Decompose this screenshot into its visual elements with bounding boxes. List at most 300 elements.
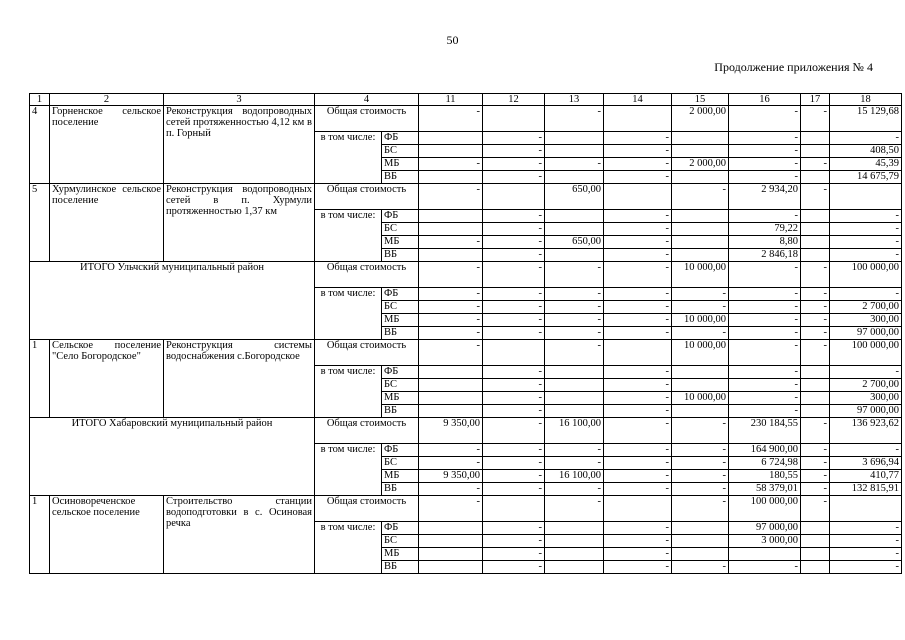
value-cell: - <box>604 379 672 392</box>
value-cell: - <box>729 366 801 379</box>
value-cell <box>729 548 801 561</box>
value-cell <box>801 132 830 145</box>
value-cell: - <box>801 496 830 522</box>
value-cell: - <box>604 301 672 314</box>
value-cell: 97 000,00 <box>830 327 902 340</box>
value-cell: - <box>604 392 672 405</box>
value-cell: - <box>483 444 545 457</box>
header-cell: 15 <box>672 94 729 106</box>
row-number: 4 <box>30 106 50 184</box>
value-cell: - <box>545 340 604 366</box>
value-cell <box>672 145 729 158</box>
value-cell: - <box>672 457 729 470</box>
value-cell: - <box>830 210 902 223</box>
value-cell <box>672 405 729 418</box>
value-cell <box>801 561 830 574</box>
value-cell <box>545 132 604 145</box>
value-cell <box>419 379 483 392</box>
value-cell <box>419 561 483 574</box>
value-cell: - <box>419 158 483 171</box>
funding-source-label: ВБ <box>382 327 419 340</box>
value-cell: - <box>729 145 801 158</box>
value-cell: - <box>729 314 801 327</box>
header-row <box>30 94 902 106</box>
funding-source-label: ФБ <box>382 366 419 379</box>
value-cell <box>801 535 830 548</box>
value-cell: - <box>729 158 801 171</box>
value-cell: - <box>483 210 545 223</box>
value-cell <box>801 392 830 405</box>
value-cell: 2 700,00 <box>830 301 902 314</box>
funding-source-label: ВБ <box>382 405 419 418</box>
value-cell: - <box>604 522 672 535</box>
including-label: в том числе: <box>315 132 382 184</box>
value-cell <box>545 548 604 561</box>
value-cell <box>545 171 604 184</box>
funding-source-label: МБ <box>382 314 419 327</box>
value-cell: - <box>830 535 902 548</box>
funding-source-label: БС <box>382 379 419 392</box>
value-cell: - <box>830 444 902 457</box>
value-cell: - <box>483 483 545 496</box>
funding-source-label: ВБ <box>382 249 419 262</box>
value-cell: - <box>545 288 604 301</box>
value-cell: - <box>801 288 830 301</box>
value-cell <box>483 106 545 132</box>
funding-source-label: ВБ <box>382 561 419 574</box>
district-total-label: ИТОГО Хабаровский муниципальный район <box>30 418 315 496</box>
value-cell: - <box>483 366 545 379</box>
value-cell: - <box>483 158 545 171</box>
value-cell: - <box>604 132 672 145</box>
table-row <box>30 340 902 366</box>
settlement-name: Хурмулинское сельское поселение <box>50 184 164 262</box>
value-cell: - <box>672 496 729 522</box>
value-cell: - <box>672 184 729 210</box>
value-cell: - <box>604 210 672 223</box>
value-cell: - <box>801 340 830 366</box>
value-cell <box>545 145 604 158</box>
value-cell: - <box>729 405 801 418</box>
value-cell: 16 100,00 <box>545 418 604 444</box>
value-cell: - <box>483 548 545 561</box>
value-cell <box>672 132 729 145</box>
value-cell: 100 000,00 <box>830 262 902 288</box>
value-cell: - <box>604 548 672 561</box>
value-cell: - <box>604 223 672 236</box>
value-cell: - <box>419 236 483 249</box>
value-cell: - <box>545 444 604 457</box>
value-cell: - <box>801 483 830 496</box>
value-cell: - <box>801 418 830 444</box>
value-cell: - <box>729 327 801 340</box>
project-description: Реконструкция водопроводных сетей протяженностью 4,12 км в п. Горный <box>164 106 315 184</box>
funding-source-label: БС <box>382 301 419 314</box>
settlement-name: Сельское поселение "Село Богородское" <box>50 340 164 418</box>
settlement-name: Горненское сельское поселение <box>50 106 164 184</box>
value-cell: - <box>604 366 672 379</box>
value-cell: - <box>729 340 801 366</box>
value-cell <box>545 249 604 262</box>
funding-source-label: МБ <box>382 548 419 561</box>
value-cell <box>672 379 729 392</box>
value-cell: 408,50 <box>830 145 902 158</box>
value-cell <box>672 366 729 379</box>
table-row <box>30 418 902 444</box>
value-cell <box>419 145 483 158</box>
value-cell <box>672 249 729 262</box>
total-cost-label: Общая стоимость <box>315 106 419 132</box>
value-cell: - <box>604 483 672 496</box>
value-cell <box>545 366 604 379</box>
value-cell: - <box>604 262 672 288</box>
value-cell: - <box>483 314 545 327</box>
value-cell: 10 000,00 <box>672 314 729 327</box>
value-cell <box>419 171 483 184</box>
value-cell: - <box>419 184 483 210</box>
value-cell: - <box>483 535 545 548</box>
value-cell: 14 675,79 <box>830 171 902 184</box>
value-cell: 180,55 <box>729 470 801 483</box>
value-cell: 79,22 <box>729 223 801 236</box>
value-cell: - <box>729 210 801 223</box>
header-cell: 2 <box>50 94 164 106</box>
value-cell: 97 000,00 <box>830 405 902 418</box>
value-cell: 410,77 <box>830 470 902 483</box>
row-number: 1 <box>30 496 50 574</box>
value-cell: 300,00 <box>830 314 902 327</box>
value-cell <box>419 535 483 548</box>
value-cell: - <box>801 444 830 457</box>
value-cell <box>604 106 672 132</box>
value-cell: - <box>801 184 830 210</box>
value-cell: - <box>729 288 801 301</box>
table-row <box>30 262 902 288</box>
value-cell <box>604 184 672 210</box>
value-cell: - <box>672 327 729 340</box>
value-cell: - <box>672 418 729 444</box>
value-cell <box>545 379 604 392</box>
value-cell <box>419 392 483 405</box>
value-cell: - <box>483 470 545 483</box>
funding-source-label: ФБ <box>382 288 419 301</box>
value-cell: - <box>483 223 545 236</box>
table-row <box>30 184 902 210</box>
value-cell: - <box>830 132 902 145</box>
value-cell: - <box>830 522 902 535</box>
value-cell <box>801 405 830 418</box>
value-cell <box>801 171 830 184</box>
value-cell: - <box>604 405 672 418</box>
funding-source-label: ВБ <box>382 483 419 496</box>
value-cell: 8,80 <box>729 236 801 249</box>
value-cell <box>483 184 545 210</box>
value-cell <box>830 496 902 522</box>
header-cell: 16 <box>729 94 801 106</box>
value-cell: - <box>604 249 672 262</box>
value-cell <box>545 405 604 418</box>
value-cell: - <box>729 392 801 405</box>
budget-table <box>29 93 902 574</box>
value-cell: - <box>830 561 902 574</box>
value-cell: - <box>483 171 545 184</box>
value-cell: 45,39 <box>830 158 902 171</box>
value-cell: 3 696,94 <box>830 457 902 470</box>
value-cell: - <box>672 561 729 574</box>
header-cell: 12 <box>483 94 545 106</box>
table-row <box>30 496 902 522</box>
value-cell: - <box>419 262 483 288</box>
value-cell <box>483 340 545 366</box>
value-cell: 300,00 <box>830 392 902 405</box>
header-cell: 3 <box>164 94 315 106</box>
including-label: в том числе: <box>315 366 382 418</box>
project-description: Строительство станции водоподготовки в с. Осиновая речка <box>164 496 315 574</box>
value-cell: - <box>545 327 604 340</box>
value-cell: 100 000,00 <box>729 496 801 522</box>
value-cell: - <box>604 288 672 301</box>
district-total-label: ИТОГО Ульчский муниципальный район <box>30 262 315 340</box>
value-cell: - <box>604 561 672 574</box>
funding-source-label: ФБ <box>382 132 419 145</box>
total-cost-label: Общая стоимость <box>315 262 419 288</box>
value-cell <box>801 379 830 392</box>
page-number: 50 <box>446 33 459 47</box>
project-description: Реконструкция системы водоснабжения с.Богородское <box>164 340 315 418</box>
value-cell: 10 000,00 <box>672 262 729 288</box>
value-cell: - <box>604 470 672 483</box>
value-cell: - <box>604 145 672 158</box>
project-description: Реконструкция водопроводных сетей в п. Хурмули протяженностью 1,37 км <box>164 184 315 262</box>
settlement-name: Осиновореченское сельское поселение <box>50 496 164 574</box>
value-cell: - <box>419 288 483 301</box>
value-cell <box>545 392 604 405</box>
value-cell: 9 350,00 <box>419 418 483 444</box>
value-cell <box>604 496 672 522</box>
value-cell: - <box>483 236 545 249</box>
value-cell <box>419 210 483 223</box>
value-cell: - <box>801 301 830 314</box>
value-cell: - <box>483 327 545 340</box>
value-cell <box>545 210 604 223</box>
value-cell: - <box>801 327 830 340</box>
value-cell: 100 000,00 <box>830 340 902 366</box>
value-cell: - <box>483 301 545 314</box>
value-cell: 230 184,55 <box>729 418 801 444</box>
value-cell: - <box>545 496 604 522</box>
row-number: 1 <box>30 340 50 418</box>
value-cell: 2 934,20 <box>729 184 801 210</box>
value-cell <box>419 522 483 535</box>
funding-source-label: ФБ <box>382 210 419 223</box>
value-cell: - <box>604 171 672 184</box>
value-cell <box>672 210 729 223</box>
value-cell: 15 129,68 <box>830 106 902 132</box>
funding-source-label: МБ <box>382 392 419 405</box>
value-cell: - <box>729 561 801 574</box>
value-cell: - <box>801 262 830 288</box>
value-cell <box>419 249 483 262</box>
funding-source-label: БС <box>382 145 419 158</box>
value-cell: - <box>830 249 902 262</box>
value-cell: 164 900,00 <box>729 444 801 457</box>
value-cell <box>419 548 483 561</box>
value-cell <box>801 366 830 379</box>
value-cell <box>801 210 830 223</box>
value-cell <box>545 535 604 548</box>
value-cell: - <box>419 444 483 457</box>
header-cell: 13 <box>545 94 604 106</box>
funding-source-label: ФБ <box>382 444 419 457</box>
value-cell: - <box>729 301 801 314</box>
value-cell <box>801 548 830 561</box>
value-cell: 650,00 <box>545 184 604 210</box>
value-cell: - <box>419 457 483 470</box>
value-cell <box>672 535 729 548</box>
value-cell: 58 379,01 <box>729 483 801 496</box>
value-cell: - <box>483 561 545 574</box>
header-cell: 17 <box>801 94 830 106</box>
value-cell: 97 000,00 <box>729 522 801 535</box>
value-cell: - <box>604 158 672 171</box>
funding-source-label: МБ <box>382 470 419 483</box>
value-cell <box>604 340 672 366</box>
value-cell: - <box>483 522 545 535</box>
value-cell: - <box>604 418 672 444</box>
value-cell <box>672 522 729 535</box>
value-cell: 2 700,00 <box>830 379 902 392</box>
value-cell <box>672 171 729 184</box>
value-cell: 136 923,62 <box>830 418 902 444</box>
value-cell: - <box>801 158 830 171</box>
value-cell: - <box>830 288 902 301</box>
value-cell: - <box>672 470 729 483</box>
value-cell: - <box>419 327 483 340</box>
value-cell: - <box>419 314 483 327</box>
value-cell: - <box>483 145 545 158</box>
total-cost-label: Общая стоимость <box>315 184 419 210</box>
value-cell <box>801 145 830 158</box>
value-cell: 2 846,18 <box>729 249 801 262</box>
value-cell: 132 815,91 <box>830 483 902 496</box>
value-cell: - <box>830 223 902 236</box>
value-cell: 2 000,00 <box>672 158 729 171</box>
funding-source-label: МБ <box>382 158 419 171</box>
funding-source-label: БС <box>382 457 419 470</box>
value-cell: - <box>419 340 483 366</box>
header-cell: 14 <box>604 94 672 106</box>
funding-source-label: ВБ <box>382 171 419 184</box>
funding-source-label: МБ <box>382 236 419 249</box>
value-cell: - <box>604 444 672 457</box>
including-label: в том числе: <box>315 444 382 496</box>
total-cost-label: Общая стоимость <box>315 340 419 366</box>
value-cell <box>419 223 483 236</box>
value-cell: - <box>419 496 483 522</box>
value-cell: - <box>483 392 545 405</box>
value-cell: 2 000,00 <box>672 106 729 132</box>
header-cell: 4 <box>315 94 419 106</box>
value-cell: - <box>801 314 830 327</box>
including-label: в том числе: <box>315 210 382 262</box>
value-cell: 16 100,00 <box>545 470 604 483</box>
value-cell: - <box>604 327 672 340</box>
value-cell <box>545 561 604 574</box>
value-cell: - <box>801 457 830 470</box>
value-cell <box>801 236 830 249</box>
value-cell: - <box>483 418 545 444</box>
including-label: в том числе: <box>315 522 382 574</box>
funding-source-label: БС <box>382 223 419 236</box>
header-cell: 11 <box>419 94 483 106</box>
value-cell: - <box>545 483 604 496</box>
value-cell <box>672 548 729 561</box>
value-cell: 650,00 <box>545 236 604 249</box>
value-cell: - <box>545 314 604 327</box>
value-cell: - <box>672 444 729 457</box>
value-cell: - <box>483 249 545 262</box>
value-cell <box>672 236 729 249</box>
value-cell <box>545 223 604 236</box>
value-cell: - <box>672 483 729 496</box>
funding-source-label: БС <box>382 535 419 548</box>
value-cell: - <box>483 379 545 392</box>
value-cell: - <box>419 483 483 496</box>
value-cell: - <box>729 132 801 145</box>
value-cell: 3 000,00 <box>729 535 801 548</box>
value-cell: - <box>672 301 729 314</box>
header-cell: 18 <box>830 94 902 106</box>
total-cost-label: Общая стоимость <box>315 418 419 444</box>
table-row <box>30 106 902 132</box>
value-cell: - <box>545 301 604 314</box>
value-cell: - <box>604 457 672 470</box>
value-cell <box>545 522 604 535</box>
value-cell: - <box>672 288 729 301</box>
value-cell: - <box>545 106 604 132</box>
value-cell: - <box>604 535 672 548</box>
value-cell <box>801 223 830 236</box>
value-cell <box>483 496 545 522</box>
value-cell: - <box>729 171 801 184</box>
value-cell: - <box>604 314 672 327</box>
value-cell: - <box>830 366 902 379</box>
value-cell: - <box>545 457 604 470</box>
funding-source-label: ФБ <box>382 522 419 535</box>
value-cell: 9 350,00 <box>419 470 483 483</box>
total-cost-label: Общая стоимость <box>315 496 419 522</box>
value-cell: - <box>801 106 830 132</box>
value-cell <box>419 405 483 418</box>
value-cell: - <box>419 106 483 132</box>
value-cell: - <box>483 262 545 288</box>
value-cell: - <box>483 288 545 301</box>
value-cell: 6 724,98 <box>729 457 801 470</box>
value-cell: - <box>729 262 801 288</box>
value-cell: - <box>545 262 604 288</box>
value-cell: - <box>801 470 830 483</box>
value-cell <box>419 132 483 145</box>
row-number: 5 <box>30 184 50 262</box>
value-cell: 10 000,00 <box>672 340 729 366</box>
value-cell: - <box>483 457 545 470</box>
value-cell <box>419 366 483 379</box>
value-cell: - <box>545 158 604 171</box>
value-cell: - <box>830 236 902 249</box>
value-cell: - <box>483 132 545 145</box>
value-cell: - <box>419 301 483 314</box>
value-cell: - <box>483 405 545 418</box>
